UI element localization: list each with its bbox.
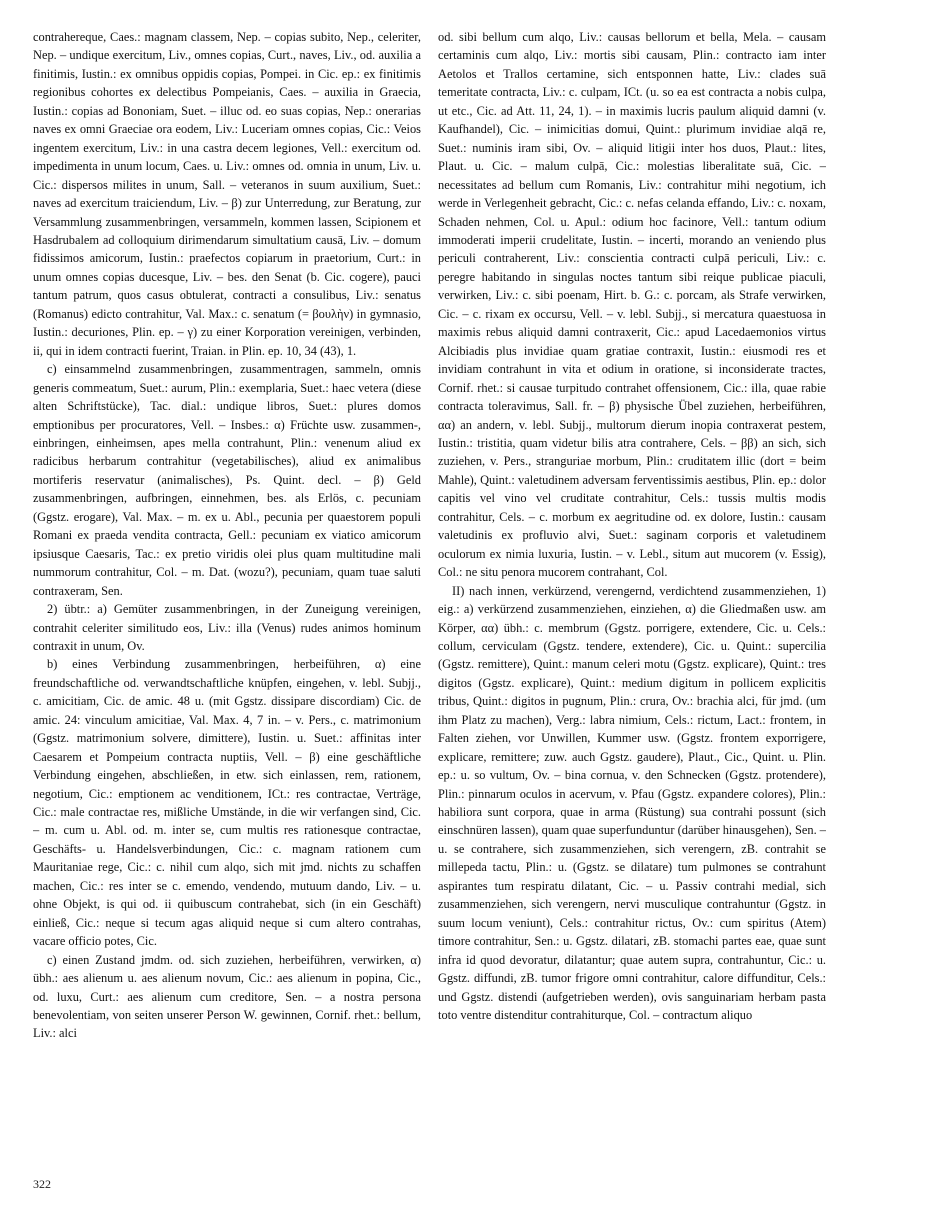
left-column: [33, 28, 421, 1168]
paragraph: b) eines Verbindung zusammenbringen, herbeiführen, α) eine freundschaftliche od. verwandtschaftliche knüpfen, eingehen, v. lebl. Subjj., c. amicitiam, Cic. de amic. 48 u. (mit Ggstz. dissipare discordiam) Cic. de amic. 24: vinculum amicitiae, Val. Max. 4, 7 in. – v. Pers., c. matrimonium (Ggstz. matrimonium solvere, dimittere), Iustin. u. Suet.: affinitas inter Caesarem et Pompeium contracta nuptiis, Vell. – β) eine geschäftliche Verbindung eingehen, abschließen, in etw. sich einlassen, rem, rationem, negotium, Cic.: emptionem ac venditionem, ICt.: res contractae, Verträge, Cic.: male contractae res, mißliche Umstände, in die wir verfangen sind, Cic. – m. cum u. Abl. od. m. inter se, cum multis res rationesque contractae, Geschäfts- u. Handelsverbindungen, Cic.: c. magnam rationem cum Mauritaniae rege, Cic.: c. nihil cum alqo, sich mit jmd. nichts zu schaffen machen, Cic.: res inter se c. emendo, vendendo, mutuum dando, Liv. – u. ohne Objekt, is qui od. ii quibuscum contrahebat, sich (in ein Geschäft) einließ, Cic.: neque si tecum agas aliquid neque si cum altero contrahas, vacare officio potes, Cic.: [33, 657, 421, 949]
paragraph: II) nach innen, verkürzend, verengernd, verdichtend zusammenziehen, 1) eig.: a) verkürzend zusammenziehen, einziehen, α) die Gliedmaßen usw. am Körper, αα) übh.: c. membrum (Ggstz. porrigere, extendere, Cic. u. Cels.: collum, cerviculam (Ggstz. tendere, extendere), Cic. u. Quint.: supercilia (Ggstz. remittere), Quint.: manum celeri motu (Ggstz. explicare), Quint.: tres digitos (Ggstz. explicare), Quint.: medium digitum in pollicem explicitis tribus, Quint.: digitos in pugnum, Plin.: crura, Ov.: brachia alci, für jmd. (um ihm Platz zu machen), Verg.: labra nimium, Cels.: rictum, Lact.: frontem, in Falten ziehen, vor Unwillen, Kummer usw. (Ggstz. frontem exporrigere, explicare, remittere; zuw. auch Ggstz. gaudere), Plaut., Cic., Quint. u. Plin. ep.: u. so vultum, Ov. – bina cornua, v. den Schnecken (Ggstz. protendere), Plin.: pinnarum oculos in acervum, v. Pfau (Ggstz. expandere colores), Plin.: habiliora sunt corpora, quae in arma (Rüstung) sua contrahi possunt (sich einschnüren lassen), quam quae superfunduntur (darüber hinausgehen), Sen. – u. se contrahere, sich zusammenziehen, sich verengern, zB. contrahit se millepeda tactu, Plin.: u. (Ggstz. se dilatare) tum pulmones se contrahunt aspirantes tum respiratu dilatant, Cic. – u. Passiv contrahi medial, sich zusammenziehen, sich verengern, nervi musculique contrahuntur (Ggstz. in suum locum veniunt), Cels.: contrahitur rictus, Ov.: cum spiritus (Atem) timore contrahitur, Sen.: u. Ggstz. dilatari, zB. stomachi partes eae, quae sunt infra id quod devoratur, dilatantur; quae autem supra, contrahuntur, Cic.: u. Ggstz. diffundi, zB. tumor frigore omni contrahitur, calore diffunditur, Cels.: und Ggstz. distendi (aufgetrieben werden), ovis sanguinariam herbam pasta toto ventre distenditur contrahiturque, Col. – contractum aliquo: [438, 583, 826, 1023]
paragraph: od. sibi bellum cum alqo, Liv.: causas bellorum et bella, Mela. – causam certaminis cum alqo, Liv.: mortis sibi causam, Plin.: contracto iam inter Aetolos et Trallos certamine, sich entsponnen hatte, Liv.: clades suā temeritate contracta, Liv.: c. culpam, ICt. (u. so ea est contracta a nobis culpa, ut etc., Cic. ad Att. 11, 24, 1). – in maximis lucris paulum aliquid damni (v. Kaufhandel), Cic. – inimicitias domui, Quint.: plurimum invidiae alqā re, Suet.: numinis iram sibi, Ov. – aliquid litigii inter hos duos, Plaut.: lites, Plaut. u. Cic. – malum culpā, Cic.: molestias liberalitate suā, Cic. – necessitates ad bellum cum Romanis, Liv.: contrahitur mihi negotium, ich werde in Verlegenheit gebracht, Cic.: c. nefas celanda effando, Liv.: c. noxam, Schaden nehmen, Col. u. Apul.: odium hoc facinore, Vell.: tantum odium immoderati imperii crudelitate, Iustin. – incerti, morando an veniendo plus periculi contraherent, Liv.: conscientia contracti culpā periculi, Liv.: c. peregre habitando in singulas noctes tantum sibi reique publicae piaculi, verwirken, Liv.: c. sibi poenam, Hirt. b. G.: c. porcam, als Strafe verwirken, Cic. – c. rixam ex occursu, Vell. – v. lebl. Subjj., si mercatura quaestuosa in maximis rebus aliquid damni contraxerit, Cic.: apud Lacedaemonios virtus Alcibiadis plus invidiae quam gratiae contraxit, Iustin.: eiusmodi res et invidiam contrahunt in vita et odium in oratione, si inconsiderate tractes, Cornif. rhet.: si causae turpitudo contrahet offensionem, Cic.: illa, quae rabie contracta toleravimus, Sall. fr. – β) physische Übel zuziehen, herbeiführen, αα) an andern, v. lebl. Subjj., multorum dierum inopia contraxerat pestem, Iustin.: tristitia, quam videtur bilis atra contrahere, Cels. – ββ) an sich, sich zuziehen, v. Pers., stranguriae morbum, Plin.: cruditatem illic (dort = beim Mahle), Quint.: valetudinem adversam ferventissimis aestibus, Plin. ep.: dolor capitis vel vino vel cruditate contrahitur, Cels.: tussis multis modis contrahitur, Cels. – c. morbum ex aegritudine od. ex dolore, Iustin.: causam valetudinis ex profluvio alvi, Suet.: saginam corporis et valetudinem oculorum ex nimia luxuria, Iustin. – v. Lebl., situm aut mucorem (v. Essig), Col.: ne situ penora mucorem contrahant, Col.: [438, 30, 826, 580]
paragraph: c) einsammelnd zusammenbringen, zusammentragen, sammeln, omnis generis commeatum, Suet.: aurum, Plin.: exemplaria, Suet.: haec vetera (diese alten Schriftstücke), Tac. dial.: undique libros, Suet.: plures domos emptionibus per procuratores, Vell. – Insbes.: α) Früchte usw. zusammen-, einbringen, einheimsen, apes mella contrahunt, Plin.: venenum aliud ex radicibus herbarum contrahitur (vegetabilisches), aliud ex animalibus mortiferis reservatur (animalisches), Ps. Quint. decl. – β) Geld zusammenbringen, aufbringen, einnehmen, bes. als Erlös, c. pecuniam (Ggstz. erogare), Val. Max. – m. ex u. Abl., pecunia per quaestorem populi Romani ex praeda vendita contracta, Gell.: pecuniam ex viatico amicorum ipsiusque Caesaris, Tac.: ex pretio viridis olei plus quam multitudine mali nummorum contrahitur, Col. – m. Dat. (wozu?), pecuniam, quam tuae saluti contraxeram, Sen.: [33, 362, 421, 598]
paragraph: 2) übtr.: a) Gemüter zusammenbringen, in der Zuneigung vereinigen, contrahit celeriter similitudo eos, Liv.: illa (Venus) rudes animos hominum contraxit in unum, Ov.: [33, 602, 421, 653]
paragraph: contrahereque, Caes.: magnam classem, Nep. – copias subito, Nep., celeriter, Nep. – undique exercitum, Liv., omnes copias, Curt., naves, Liv., od. auxilia a finitimis, Iustin.: ex omnibus oppidis copias, Pompei. in Cic. ep.: ex finitimis regionibus cohortes ex delectibus Pompeianis, Caes. – auxilia in Graecia, Iustin.: copias ad Bononiam, Suet. – illuc od. eo suas copias, Nep.: onerarias naves ex omni Graeciae ora eodem, Liv.: Luceriam omnes copias, Cic.: Veios ingentem exercitum, Liv.: in una castra decem legiones, Vell.: exercitum od. impedimenta in unum locum, Caes. u. Liv.: omnes od. omnia in unum, Liv. u. Cic.: dispersos milites in unum, Sall. – veteranos in suum auxilium, Suet.: naves ad exercitum traiciendum, Liv. – β) zur Unterredung, zur Beratung, zur Versammlung zusammenbringen, versammeln, kommen lassen, Scipionem et Hasdrubalem ad colloquium dirimendarum simultatium causā, Liv. – domum fidissimos amicorum, Iustin.: praefectos copiarum in praetorium, Curt.: in unum omnes copias ducesque, Liv. – bes. den Senat (b. Cic. cogere), pauci tantum patrum, quos casus obtulerat, contracti a consulibus, Liv.: senatus (Romanus) edicto contrahitur, Val. Max.: c. senatum (= βουλὴν) in gymnasio, Iustin.: decuriones, Plin. ep. – γ) zu einer Korporation vereinigen, verbinden, ii, qui in idem contracti fuerint, Traian. in Plin. ep. 10, 34 (43), 1.: [33, 30, 421, 358]
page-number: 322: [33, 1177, 51, 1191]
paragraph: c) einen Zustand jmdm. od. sich zuziehen, herbeiführen, verwirken, α) übh.: aes alienum u. aes alienum novum, Cic.: aes alienum in popina, Cic., od. luxu, Curt.: aes alienum cum creditore, Sen. – a nostra persona benevolentiam, von seiten unserer Person W. gewinnen, Cornif. rhet.: bellum, Liv.: alci: [33, 952, 421, 1041]
right-column: [438, 28, 826, 1168]
